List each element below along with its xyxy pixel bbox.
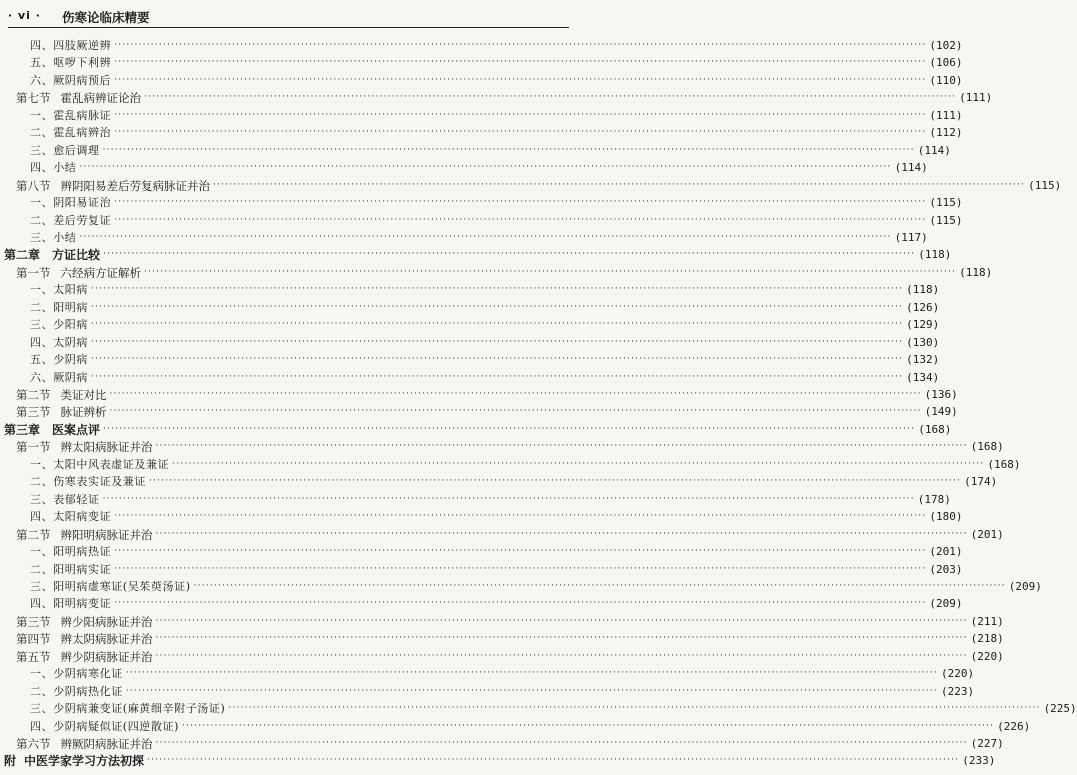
toc-entry-title: 辨厥阴病脉证并治 bbox=[60, 737, 153, 751]
toc-leader-dots: ········································································································································································································ bbox=[114, 511, 927, 522]
toc-leader-dots: ········································································································································································································ bbox=[155, 633, 968, 644]
toc-page-number: (126) bbox=[906, 300, 940, 314]
toc-entry-label bbox=[16, 91, 141, 105]
toc-leader-dots: ········································································································································································································ bbox=[149, 476, 962, 487]
toc-entry-title: 霍乱病辨证论治 bbox=[60, 91, 141, 106]
toc-entry bbox=[30, 489, 951, 507]
toc-entry-label bbox=[30, 144, 100, 158]
toc-entry-title: 四、阳明病变证 bbox=[30, 597, 112, 611]
toc-page-number: (102) bbox=[929, 39, 963, 52]
toc-entry-label bbox=[30, 318, 88, 332]
toc-entry bbox=[30, 332, 940, 350]
toc-entry-title: 二、少阴病热化证 bbox=[30, 684, 123, 698]
toc-page-number: (112) bbox=[929, 126, 963, 140]
toc-entry-title: 四、少阴病疑似证(四逆散证) bbox=[30, 719, 179, 733]
toc-section-number: 第八节 bbox=[16, 178, 51, 193]
toc-page-number: (201) bbox=[929, 545, 963, 559]
toc-entry-title: 一、阴阳易证治 bbox=[30, 196, 112, 210]
toc-entry-title: 六经病方证解析 bbox=[60, 265, 141, 280]
toc-page-number: (226) bbox=[997, 719, 1031, 733]
book-title: 伤寒论临床精要 bbox=[62, 10, 150, 25]
toc-entry-title: 三、愈后调理 bbox=[30, 143, 100, 157]
toc-page-number: (115) bbox=[929, 196, 963, 210]
toc-section-number: 第五节 bbox=[16, 649, 51, 664]
page-number: · vi · bbox=[8, 9, 41, 22]
toc-entry-label bbox=[30, 667, 123, 681]
toc-page-number: (180) bbox=[929, 510, 963, 524]
toc-entry-label bbox=[30, 56, 111, 70]
toc-entry bbox=[16, 611, 1004, 629]
toc-entry-label bbox=[30, 371, 88, 385]
toc-entry-title: 五、呕哕下利辨 bbox=[30, 56, 112, 70]
toc-entry bbox=[30, 471, 998, 489]
toc-entry-title: 辨阳明病脉证并治 bbox=[60, 527, 153, 542]
toc-section-number: 第三节 bbox=[16, 614, 51, 629]
toc-leader-dots: ········································································································································································································ bbox=[114, 563, 927, 574]
toc-leader-dots: ········································································································································································································ bbox=[114, 197, 927, 208]
toc-entry bbox=[30, 70, 963, 88]
toc-page-number: (174) bbox=[964, 475, 998, 489]
toc-entry-label bbox=[30, 196, 111, 210]
toc-page-number: (115) bbox=[1028, 178, 1062, 192]
toc-section-number: 第二节 bbox=[16, 527, 51, 542]
toc-leader-dots: ········································································································································································································ bbox=[147, 755, 960, 766]
toc-entry bbox=[30, 349, 940, 367]
toc-entry-label bbox=[30, 702, 225, 716]
toc-entry-label bbox=[30, 493, 100, 507]
toc-entry bbox=[30, 576, 1042, 594]
toc-page-number: (118) bbox=[959, 265, 993, 279]
toc-entry-label bbox=[30, 161, 76, 175]
toc-entry-title: 辨太阴病脉证并治 bbox=[60, 632, 153, 647]
toc-entry bbox=[30, 140, 951, 158]
toc-entry bbox=[30, 52, 963, 70]
toc-entry-title: 类证对比 bbox=[60, 388, 107, 402]
toc-leader-dots: ········································································································································································································ bbox=[155, 615, 968, 626]
toc-entry-title: 辨太阳病脉证并治 bbox=[60, 440, 153, 455]
toc-leader-dots: ········································································································································································································ bbox=[103, 423, 916, 434]
toc-entry-label bbox=[30, 720, 179, 734]
page-header bbox=[0, 0, 573, 30]
toc-entry bbox=[16, 628, 1004, 647]
toc-entry bbox=[30, 314, 940, 332]
toc-entry bbox=[30, 210, 963, 228]
toc-entry bbox=[16, 401, 958, 420]
toc-entry-title: 辨少阳病脉证并治 bbox=[60, 614, 153, 629]
toc-leader-dots: ········································································································································································································ bbox=[114, 57, 927, 68]
toc-entry-label bbox=[30, 510, 111, 524]
toc-page-number: (134) bbox=[906, 370, 940, 384]
toc-page-number: (223) bbox=[940, 684, 975, 698]
toc-entry bbox=[4, 419, 952, 437]
toc-section-number: 第六节 bbox=[16, 737, 51, 751]
toc-leader-dots: ········································································································································································································ bbox=[114, 127, 927, 138]
toc-entry bbox=[30, 698, 1077, 716]
toc-page-number: (225) bbox=[1043, 702, 1077, 716]
toc-entry-title: 辨少阴病脉证并治 bbox=[60, 649, 153, 664]
toc-entry bbox=[30, 157, 928, 175]
toc-leader-dots: ········································································································································································································ bbox=[114, 546, 927, 557]
toc-entry-title: 三、少阳病 bbox=[30, 318, 88, 332]
toc-leader-dots: ········································································································································································································ bbox=[213, 179, 1026, 190]
toc-page-number: (136) bbox=[924, 388, 958, 401]
toc-entry-label bbox=[16, 179, 210, 193]
toc-page-number: (132) bbox=[906, 353, 940, 367]
toc-page-number: (168) bbox=[970, 440, 1004, 454]
toc-entry bbox=[30, 367, 940, 385]
toc-leader-dots: ········································································································································································································ bbox=[114, 74, 927, 85]
toc-entry bbox=[30, 593, 963, 611]
toc-entry-label bbox=[30, 597, 111, 611]
toc-entry-title: 中医学家学习方法初探 bbox=[24, 754, 145, 769]
toc-leader-dots: ········································································································································································································ bbox=[114, 598, 927, 609]
toc-entry-title: 二、阳明病实证 bbox=[30, 562, 112, 576]
toc-entry-label bbox=[30, 336, 88, 350]
toc-section-number: 附 bbox=[4, 754, 17, 769]
toc-entry-title: 辨阴阳易差后劳复病脉证并治 bbox=[60, 178, 210, 193]
toc-entry-title: 三、少阴病兼变证(麻黄细辛附子汤证) bbox=[30, 702, 226, 716]
toc-leader-dots: ········································································································································································································ bbox=[91, 319, 904, 330]
toc-entry bbox=[16, 175, 1062, 193]
toc-entry-label bbox=[4, 248, 100, 262]
toc-entry-label bbox=[30, 283, 88, 297]
toc-entry bbox=[30, 681, 975, 699]
toc-page-number: (106) bbox=[929, 56, 963, 70]
toc-section-number: 第三章 bbox=[4, 422, 41, 437]
toc-leader-dots: ········································································································································································································ bbox=[155, 650, 968, 661]
toc-leader-dots: ········································································································································································································ bbox=[144, 266, 957, 277]
toc-entry-label bbox=[30, 74, 111, 88]
toc-entry-label bbox=[16, 388, 107, 402]
toc-entry-title: 四、太阳病变证 bbox=[30, 510, 112, 524]
toc-leader-dots: ········································································································································································································ bbox=[181, 720, 995, 731]
toc-leader-dots: ········································································································································································································ bbox=[114, 109, 927, 120]
toc-entry-title: 方证比较 bbox=[52, 248, 101, 263]
toc-entry-label bbox=[16, 632, 153, 646]
toc-section-number: 第一节 bbox=[16, 265, 51, 280]
header-rule bbox=[8, 27, 569, 28]
toc-entry bbox=[16, 524, 1004, 542]
toc-entry bbox=[30, 122, 963, 140]
toc-page-number: (233) bbox=[962, 754, 996, 768]
toc-leader-dots: ········································································································································································································ bbox=[155, 738, 968, 748]
toc-page-number: (211) bbox=[970, 614, 1004, 628]
toc-leader-dots: ········································································································································································································ bbox=[172, 458, 985, 469]
toc-entry-label bbox=[30, 458, 169, 472]
toc-leader-dots: ········································································································································································································ bbox=[102, 493, 915, 504]
toc-entry bbox=[16, 733, 1004, 751]
toc-entry-title: 二、霍乱病辨治 bbox=[30, 126, 112, 140]
toc-entry-title: 六、厥阴病 bbox=[30, 370, 88, 384]
toc-entry bbox=[16, 262, 993, 280]
toc-page-number: (203) bbox=[929, 562, 963, 576]
toc-leader-dots: ········································································································································································································ bbox=[114, 40, 927, 50]
toc-entry-label bbox=[16, 650, 153, 664]
toc-leader-dots: ········································································································································································································ bbox=[125, 685, 938, 696]
toc-leader-dots: ········································································································································································································ bbox=[102, 144, 915, 155]
toc-leader-dots: ········································································································································································································ bbox=[91, 336, 904, 347]
toc-entry-label bbox=[30, 563, 111, 577]
toc-entry bbox=[30, 105, 963, 123]
toc-page-number: (209) bbox=[1008, 579, 1042, 593]
toc-leader-dots: ········································································································································································································ bbox=[155, 528, 968, 539]
toc-entry bbox=[30, 716, 1031, 734]
toc-entry-label bbox=[16, 405, 107, 419]
toc-entry-label bbox=[30, 353, 88, 367]
toc-entry-title: 四、小结 bbox=[30, 161, 77, 175]
toc-leader-dots: ········································································································································································································ bbox=[91, 354, 904, 365]
toc-entry-title: 一、阳明病热证 bbox=[30, 545, 112, 559]
toc-entry-label bbox=[30, 109, 111, 123]
toc-entry-title: 四、四肢厥逆辨 bbox=[30, 39, 112, 52]
toc-entry-title: 三、表郁轻证 bbox=[30, 492, 100, 506]
toc-entry-title: 六、厥阴病预后 bbox=[30, 73, 112, 87]
toc-entry-title: 一、少阴病寒化证 bbox=[30, 667, 123, 681]
toc-entry-label bbox=[30, 301, 88, 315]
toc-entry-title: 三、阳明病虚寒证(吴茱萸汤证) bbox=[30, 579, 191, 593]
toc-page-number: (117) bbox=[894, 230, 928, 244]
toc-entry-title: 一、霍乱病脉证 bbox=[30, 108, 112, 122]
toc-entry bbox=[16, 87, 993, 106]
toc-leader-dots: ········································································································································································································ bbox=[79, 162, 892, 173]
toc-page-number: (111) bbox=[959, 91, 993, 105]
toc-page-number: (178) bbox=[917, 492, 951, 506]
toc-entry-label bbox=[16, 440, 153, 454]
toc-leader-dots: ········································································································································································································ bbox=[91, 371, 904, 382]
toc-entry-title: 一、太阳病 bbox=[30, 283, 88, 297]
toc-leader-dots: ········································································································································································································ bbox=[103, 249, 916, 260]
toc-page-number: (168) bbox=[987, 457, 1021, 471]
toc-entry-label bbox=[30, 545, 111, 559]
toc-leader-dots: ········································································································································································································ bbox=[144, 92, 957, 103]
toc-leader-dots: ········································································································································································································ bbox=[109, 389, 922, 399]
toc-page-number: (227) bbox=[970, 737, 1004, 750]
toc-entry-label bbox=[4, 423, 100, 437]
toc-entry-title: 四、太阴病 bbox=[30, 335, 88, 349]
toc-page-number: (218) bbox=[970, 632, 1004, 646]
toc-section-number: 第七节 bbox=[16, 91, 51, 106]
toc-entry-label bbox=[30, 126, 111, 140]
toc-section-number: 第二节 bbox=[16, 388, 51, 402]
toc-page-number: (129) bbox=[906, 318, 940, 332]
toc-leader-dots: ········································································································································································································ bbox=[91, 284, 904, 295]
toc-page-number: (110) bbox=[929, 73, 963, 87]
toc-entry-title: 脉证辨析 bbox=[60, 405, 107, 420]
toc-entry-title: 三、小结 bbox=[30, 230, 77, 244]
toc-entry bbox=[4, 244, 952, 263]
toc-page-number: (114) bbox=[894, 161, 928, 175]
toc-entry-title: 五、少阴病 bbox=[30, 353, 88, 367]
toc-entry-label bbox=[30, 475, 146, 489]
toc-entry bbox=[16, 646, 1004, 664]
toc-page-number: (130) bbox=[906, 335, 940, 349]
toc-entry bbox=[30, 227, 928, 245]
toc-entry bbox=[30, 663, 975, 681]
toc-entry-label bbox=[30, 580, 191, 594]
toc-page-number: (114) bbox=[917, 143, 951, 157]
toc-entry bbox=[30, 454, 1021, 472]
toc-entry bbox=[30, 541, 963, 559]
toc-section-number: 第一节 bbox=[16, 440, 51, 455]
toc-leader-dots: ········································································································································································································ bbox=[228, 703, 1041, 714]
toc-page-number: (209) bbox=[929, 597, 963, 611]
toc-entry-label bbox=[30, 231, 76, 245]
toc-leader-dots: ········································································································································································································ bbox=[125, 668, 938, 679]
toc-page-number: (220) bbox=[940, 667, 975, 681]
toc-entry bbox=[30, 559, 963, 577]
toc-page-number: (118) bbox=[906, 283, 940, 297]
toc-entry-title: 二、差后劳复证 bbox=[30, 213, 112, 227]
toc-entry-label bbox=[16, 266, 141, 280]
toc-entry-label bbox=[30, 685, 123, 699]
toc-entry-label bbox=[4, 754, 144, 768]
toc-page-number: (220) bbox=[970, 649, 1004, 663]
toc-entry-label bbox=[30, 39, 111, 53]
toc-section-number: 第三节 bbox=[16, 405, 51, 420]
toc-page-number: (149) bbox=[924, 405, 958, 419]
toc-entry-title: 二、伤寒表实证及兼证 bbox=[30, 475, 146, 489]
toc-leader-dots: ········································································································································································································ bbox=[155, 441, 968, 452]
toc-leader-dots: ········································································································································································································ bbox=[193, 580, 1006, 591]
toc-entry-title: 二、阳明病 bbox=[30, 300, 88, 314]
toc-entry-title: 医案点评 bbox=[52, 422, 101, 437]
toc-section-number: 第二章 bbox=[4, 248, 41, 263]
toc-page-number: (118) bbox=[918, 248, 952, 262]
toc-entry-title: 一、太阳中风表虚证及兼证 bbox=[30, 457, 170, 471]
toc-leader-dots: ········································································································································································································ bbox=[79, 231, 892, 242]
toc-leader-dots: ········································································································································································································ bbox=[114, 214, 927, 225]
toc-entry bbox=[4, 750, 996, 769]
toc-entry bbox=[30, 506, 963, 524]
toc-section-number: 第四节 bbox=[16, 632, 51, 647]
toc-leader-dots: ········································································································································································································ bbox=[91, 301, 904, 312]
toc-entry-label bbox=[16, 528, 153, 542]
toc-entry-label bbox=[16, 615, 153, 629]
toc-entry bbox=[16, 436, 1004, 455]
toc-entry bbox=[30, 192, 963, 210]
toc-entry bbox=[30, 297, 940, 315]
toc-page-number: (111) bbox=[929, 108, 963, 122]
toc-entry bbox=[16, 384, 958, 402]
toc-leader-dots: ········································································································································································································ bbox=[109, 406, 922, 417]
toc-entry-label bbox=[30, 214, 111, 228]
toc-entry bbox=[30, 35, 963, 53]
toc-page-number: (201) bbox=[970, 527, 1004, 541]
toc-entry bbox=[30, 279, 940, 297]
toc-entry-label bbox=[16, 737, 153, 751]
toc-page-number: (115) bbox=[929, 213, 963, 227]
toc-page-number: (168) bbox=[918, 422, 952, 436]
